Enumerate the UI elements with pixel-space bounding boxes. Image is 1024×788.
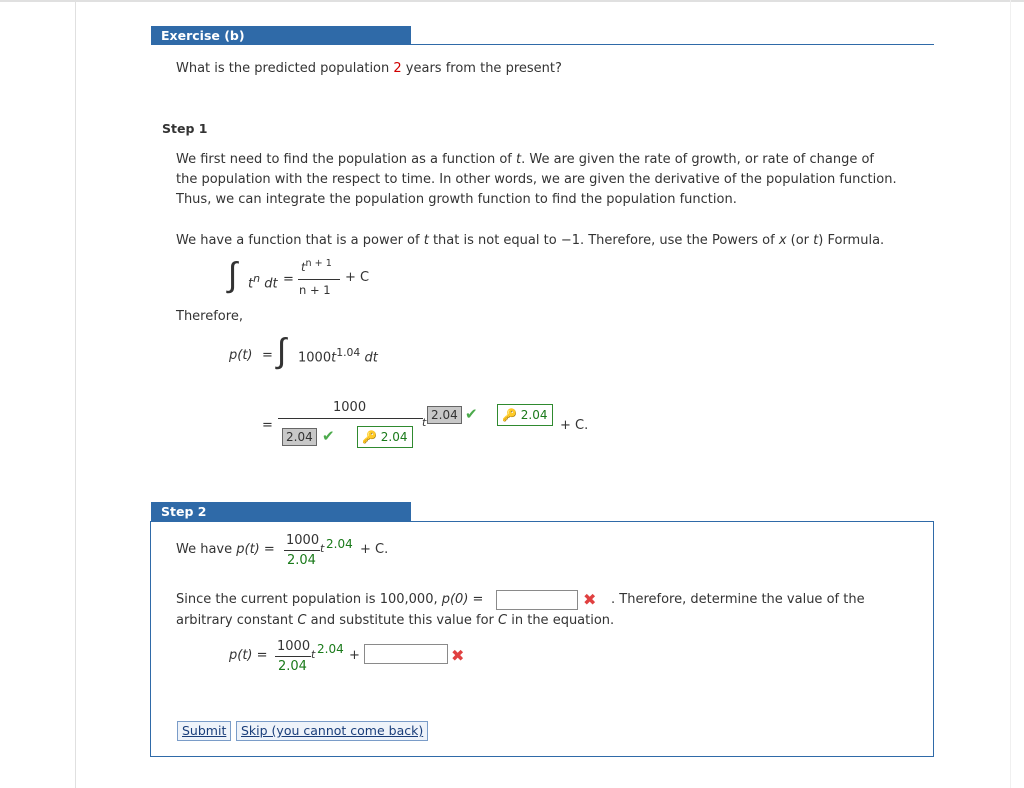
formula-numerator-base: t (301, 259, 306, 274)
exponent-key[interactable] (497, 404, 553, 426)
result-var (422, 416, 426, 429)
page-top-border (0, 0, 1024, 2)
para2-text-d: ) Formula. (818, 233, 885, 248)
result-plus-c: + C. (560, 418, 589, 433)
step2-label: Step 2 (161, 504, 207, 519)
para2-text-a: We have a function that is a power of (176, 233, 424, 248)
para2-text-b: that is not equal to −1. Therefore, use the Powers of (428, 233, 779, 248)
we-have-expr (320, 542, 324, 555)
formula-fraction-line (298, 279, 340, 280)
step2-header (151, 502, 411, 521)
final-exponent: 2.04 (317, 642, 344, 656)
exercise-question (176, 61, 562, 76)
para1-text-a: We first need to find the population as a function of (176, 152, 517, 167)
we-have-numerator: 1000 (286, 533, 320, 548)
since-c: C (297, 613, 307, 628)
integral-sign-2: ∫ (277, 331, 287, 371)
step1-para1-line1 (176, 152, 874, 167)
result-var-t: t (422, 416, 427, 429)
since-text-line1 (176, 592, 483, 607)
c-input[interactable] (364, 644, 448, 664)
para1-var-t: t (516, 152, 522, 167)
skip-button[interactable]: Skip (you cannot come back) (236, 721, 428, 741)
since-eq: = (472, 592, 484, 607)
final-pt-text: p(t) (229, 648, 253, 663)
question-text-pre: What is the predicted population (176, 61, 394, 76)
exponent-check-icon: ✔ (465, 405, 478, 423)
since-text-b: . Therefore, determine the value of the (611, 592, 865, 607)
final-eq: = (256, 648, 268, 663)
question-years: 2 (393, 61, 402, 76)
step1-para1-line2: the population with the respect to time. In other words, we are given the derivative of the population function. (176, 172, 897, 187)
exponent-answer: 2.04 (427, 406, 462, 424)
exercise-title: Exercise (b) (161, 28, 245, 43)
question-text-post: years from the present? (401, 61, 562, 76)
result-numerator: 1000 (333, 400, 367, 415)
submit-button[interactable]: Submit (177, 721, 231, 741)
final-var-t: t (311, 648, 316, 661)
since-line2-c: in the equation. (507, 613, 615, 628)
since-p0: p(0) (441, 592, 469, 607)
formula-denominator: n + 1 (299, 283, 331, 297)
since-text-a: Since the current population is 100,000, (176, 592, 442, 607)
since-line2-a: arbitrary constant (176, 613, 298, 628)
we-have-fraction-line (284, 550, 320, 551)
pt-label-1-text: p(t) (229, 348, 253, 363)
step1-para1-line3: Thus, we can integrate the population growth function to find the population function. (176, 192, 737, 207)
key-icon-2: 🔑 (502, 408, 517, 422)
p0-cross-icon: ✖ (583, 590, 597, 609)
denominator-check-icon: ✔ (322, 427, 335, 445)
we-have-var: t (320, 542, 325, 555)
formula-integrand-power: n (253, 272, 261, 285)
integral-sign: ∫ (228, 255, 238, 295)
para2-var-t: t (423, 233, 429, 248)
formula-plus-c: + C (345, 270, 370, 285)
page-left-border (75, 0, 76, 788)
pt-label-1 (229, 348, 253, 363)
formula-numerator (301, 258, 332, 274)
pt-equals-1: = (262, 348, 273, 363)
integral-dt: dt (364, 350, 378, 366)
we-have-plus-c: + C. (360, 542, 389, 557)
integral-expression (298, 346, 378, 365)
para2-var-t2: t (813, 233, 819, 248)
final-fraction-line (275, 656, 311, 657)
final-pt (229, 648, 268, 663)
c-cross-icon: ✖ (451, 646, 465, 665)
para2-var-x: x (778, 233, 787, 248)
denominator-key-value: 2.04 (380, 430, 408, 444)
para1-text-b: . We are given the rate of growth, or rate of change of (521, 152, 875, 167)
since-text-line2 (176, 613, 614, 628)
final-denominator: 2.04 (278, 659, 307, 674)
denominator-answer: 2.04 (282, 428, 317, 446)
we-have-label: We have (176, 542, 237, 557)
step1-label: Step 1 (162, 121, 208, 136)
formula-integrand-base: t (248, 276, 254, 292)
final-var (311, 648, 315, 661)
we-have-pt: p(t) (236, 542, 260, 557)
final-numerator: 1000 (277, 639, 311, 654)
integral-var: t (331, 350, 337, 366)
we-have-text (176, 542, 275, 557)
integral-power: 1.04 (336, 346, 361, 359)
pt-equals-2: = (262, 418, 273, 433)
final-plus: + (349, 648, 360, 663)
we-have-exponent: 2.04 (326, 537, 353, 551)
page-right-border (1010, 0, 1011, 788)
formula-dt: dt (264, 276, 278, 292)
formula-equals: = (283, 272, 294, 287)
p0-input[interactable] (496, 590, 578, 610)
since-c2: C (498, 613, 508, 628)
integral-coefficient: 1000 (298, 350, 332, 366)
key-icon: 🔑 (362, 430, 377, 444)
since-line2-b: and substitute this value for (306, 613, 499, 628)
step1-para2 (176, 233, 884, 248)
we-have-denominator: 2.04 (287, 553, 316, 568)
exercise-header (151, 26, 411, 45)
result-fraction-line (278, 418, 423, 419)
therefore-text: Therefore, (176, 309, 243, 324)
formula-integrand (248, 272, 278, 291)
para2-text-c: (or (786, 233, 814, 248)
exponent-key-value: 2.04 (520, 408, 548, 422)
formula-numerator-power: n + 1 (305, 258, 332, 269)
exercise-header-rule (411, 44, 934, 45)
we-have-eq: = (263, 542, 275, 557)
denominator-key[interactable] (357, 426, 413, 448)
